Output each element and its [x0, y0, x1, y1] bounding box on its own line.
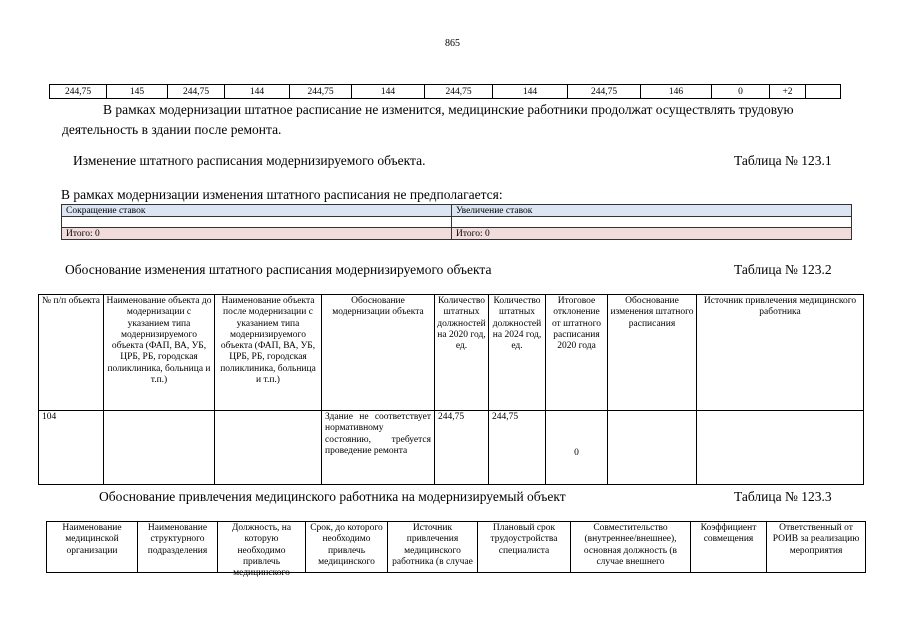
- total-increase: Итого: 0: [452, 228, 852, 240]
- column-header: Обоснование модернизации объекта: [322, 295, 435, 411]
- column-header: Наименование структурного подразделения: [138, 522, 218, 573]
- col-header-reduction: Сокращение ставок: [62, 205, 452, 217]
- column-header: Источник привлечения медицинского работника: [697, 295, 864, 411]
- lead-text: В рамках модернизации изменения штатного расписания не предполагается:: [61, 187, 503, 202]
- table-cell: 145: [107, 85, 168, 99]
- column-header: Срок, до которого необходимо привлечь медицинского: [306, 522, 388, 573]
- page-number: 865: [445, 38, 460, 49]
- table-cell: 244,75: [425, 85, 493, 99]
- table-header-row: [62, 205, 852, 217]
- body-paragraph: В рамках модернизации штатное расписание не изменится, медицинские работники продолжат осуществлять трудовую деятельность в здании после ремонта.: [62, 102, 794, 137]
- column-header: Количество штатных должностей на 2024 год, ед.: [489, 295, 546, 411]
- table-cell: 244,75: [568, 85, 641, 99]
- column-header: Наименование объекта до модернизации с указанием типа модернизируемого объекта (ФАП, ВА, УБ, ЦРБ, РБ, городская поликлиника, больница и т.п.): [104, 295, 215, 411]
- staffing-justification-table: [38, 294, 864, 485]
- deviation: 0: [546, 411, 608, 485]
- table-cell: [806, 85, 841, 99]
- table-123-3-caption: Обоснование привлечения медицинского работника на модернизируемый объект: [99, 489, 566, 504]
- column-header: Ответственный от РОИВ за реализацию мероприятия: [767, 522, 866, 573]
- column-header: Обоснование изменения штатного расписания: [608, 295, 697, 411]
- table-cell: [215, 411, 322, 485]
- column-header: Итоговое отклонение от штатного расписания 2020 года: [546, 295, 608, 411]
- column-header: № п/п объекта: [39, 295, 104, 411]
- table-123-1-label: Таблица № 123.1: [734, 153, 832, 168]
- staff-count-2020: 244,75: [435, 411, 489, 485]
- table-cell: [697, 411, 864, 485]
- table-123-2-caption: Обоснование изменения штатного расписания модернизируемого объекта: [65, 262, 492, 277]
- table-cell: 144: [493, 85, 568, 99]
- column-header: Плановый срок трудоустройства специалиста: [478, 522, 571, 573]
- worker-attraction-table: [46, 521, 866, 579]
- column-header: Источник привлечения медицинского работника (в случае: [388, 522, 478, 573]
- total-reduction: Итого: 0: [62, 228, 452, 240]
- table-123-2-label: Таблица № 123.2: [734, 262, 832, 277]
- object-number: 104: [39, 411, 104, 485]
- staffing-change-table: [61, 204, 852, 240]
- column-header: Совместительство (внутреннее/внешнее), основная должность (в случае внешнего: [571, 522, 691, 573]
- col-header-increase: Увеличение ставок: [452, 205, 852, 217]
- column-header: Количество штатных должностей на 2020 год, ед.: [435, 295, 489, 411]
- table-cell: 146: [641, 85, 712, 99]
- table-total-row: [62, 228, 852, 240]
- table-cell: 244,75: [290, 85, 352, 99]
- table-cell: 244,75: [168, 85, 225, 99]
- table-cell: [62, 217, 452, 228]
- column-header: Наименование объекта после модернизации с указанием типа модернизируемого объекта (ФАП, ВА, УБ, ЦРБ, РБ, городская поликлиника, больница и т.п.): [215, 295, 322, 411]
- table-cell: 0: [712, 85, 770, 99]
- table-cell: [104, 411, 215, 485]
- table-cell: +2: [770, 85, 806, 99]
- table-row: [39, 411, 864, 485]
- table-123-3-label: Таблица № 123.3: [734, 489, 832, 504]
- top-table: [49, 84, 841, 99]
- table-row: [62, 217, 852, 228]
- table-cell: 144: [352, 85, 425, 99]
- modernization-reason: Здание не соответствует нормативному состоянию, требуется проведение ремонта: [322, 411, 435, 485]
- table-cell: 244,75: [50, 85, 107, 99]
- table-header-row: [47, 522, 866, 573]
- staff-count-2024: 244,75: [489, 411, 546, 485]
- table-cell: [452, 217, 852, 228]
- column-header: Коэффициент совмещения: [691, 522, 767, 573]
- column-header: Должность, на которую необходимо привлечь медицинского: [218, 522, 306, 573]
- table-header-row: [39, 295, 864, 411]
- table-row: [50, 85, 841, 99]
- table-cell: 144: [225, 85, 290, 99]
- table-123-1-caption: Изменение штатного расписания модернизируемого объекта.: [73, 153, 426, 168]
- column-header: Наименование медицинской организации: [47, 522, 138, 573]
- table-cell: [608, 411, 697, 485]
